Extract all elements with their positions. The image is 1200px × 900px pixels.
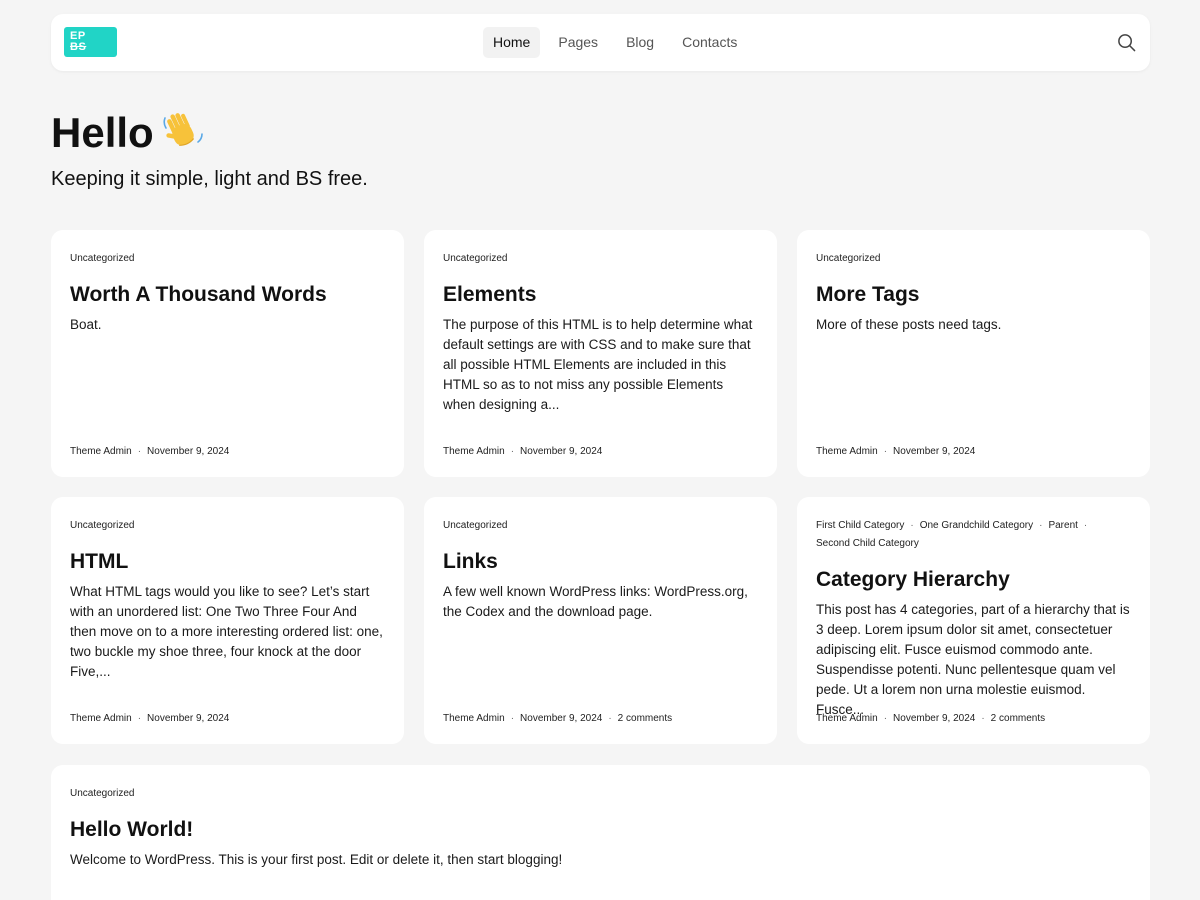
post-title[interactable]: More Tags	[816, 283, 920, 306]
post-meta	[443, 712, 672, 726]
meta-separator: ·	[510, 446, 515, 457]
post-title[interactable]: Category Hierarchy	[816, 568, 1010, 591]
post-date[interactable]: November 9, 2024	[147, 446, 230, 457]
post-categories	[443, 517, 758, 535]
post-categories	[70, 250, 385, 268]
post-excerpt: More of these posts need tags.	[816, 317, 1002, 332]
post-author[interactable]: Theme Admin	[70, 446, 132, 457]
post-excerpt: Welcome to WordPress. This is your first post. Edit or delete it, then start blogging!	[70, 852, 563, 867]
post-meta	[70, 445, 229, 459]
nav-contacts[interactable]: Contacts	[682, 34, 738, 50]
post-categories	[70, 517, 385, 535]
post-author[interactable]: Theme Admin	[70, 713, 132, 724]
post-card	[797, 497, 1150, 744]
meta-separator: ·	[137, 446, 142, 457]
category-link[interactable]: Uncategorized	[70, 253, 135, 264]
site-logo[interactable]	[64, 27, 117, 57]
meta-separator: ·	[910, 520, 914, 531]
meta-separator: ·	[510, 713, 515, 724]
site-header	[51, 14, 1150, 71]
category-link[interactable]: Second Child Category	[816, 538, 919, 549]
post-date[interactable]: November 9, 2024	[893, 713, 976, 724]
post-title[interactable]: HTML	[70, 550, 129, 573]
meta-separator: ·	[1039, 520, 1043, 531]
post-title[interactable]: Worth A Thousand Words	[70, 283, 327, 306]
category-link[interactable]: Uncategorized	[443, 253, 508, 264]
post-date[interactable]: November 9, 2024	[520, 713, 603, 724]
post-categories	[443, 250, 758, 268]
post-meta	[443, 445, 602, 459]
post-author[interactable]: Theme Admin	[443, 446, 505, 457]
main-nav	[483, 27, 747, 58]
search-icon[interactable]	[1117, 33, 1136, 52]
meta-separator: ·	[981, 713, 985, 724]
post-date[interactable]: November 9, 2024	[147, 713, 230, 724]
meta-separator: ·	[883, 713, 888, 724]
page-subtitle: Keeping it simple, light and BS free.	[51, 168, 368, 190]
post-card	[424, 497, 777, 744]
meta-separator: ·	[1083, 520, 1088, 531]
post-categories	[70, 785, 1131, 803]
post-categories	[816, 517, 1131, 553]
meta-separator: ·	[883, 446, 888, 457]
post-excerpt: The purpose of this HTML is to help determine what default settings are with CSS and to make sure that all possible HTML Elements are included in this HTML so as to not miss any possible Elements when designing a...	[443, 317, 753, 412]
category-link[interactable]: Uncategorized	[816, 253, 881, 264]
post-date[interactable]: November 9, 2024	[520, 446, 603, 457]
post-excerpt: A few well known WordPress links: WordPress.org, the Codex and the download page.	[443, 584, 748, 619]
page-title: Hello	[51, 109, 154, 156]
post-card	[51, 497, 404, 744]
post-comments[interactable]: 2 comments	[990, 713, 1046, 724]
category-link[interactable]: First Child Category	[816, 520, 905, 531]
post-meta	[816, 712, 1045, 726]
nav-blog[interactable]: Blog	[626, 34, 655, 50]
meta-separator: ·	[608, 713, 612, 724]
category-link[interactable]: One Grandchild Category	[919, 520, 1034, 531]
post-excerpt: What HTML tags would you like to see? Let’s start with an unordered list: One Two Three Four And then move on to a more interesting ordered list: one, two buckle my shoe three, four knock at the door Five,...	[70, 584, 383, 679]
category-link[interactable]: Parent	[1048, 520, 1078, 531]
logo-text-bottom: BS	[70, 41, 87, 53]
post-author[interactable]: Theme Admin	[816, 713, 878, 724]
post-author[interactable]: Theme Admin	[443, 713, 505, 724]
post-card	[51, 765, 1150, 900]
post-card	[51, 230, 404, 477]
nav-pages[interactable]: Pages	[558, 34, 599, 50]
post-meta	[816, 445, 975, 459]
post-date[interactable]: November 9, 2024	[893, 446, 976, 457]
logo-text-top: EP	[70, 30, 86, 42]
post-title[interactable]: Elements	[443, 283, 537, 306]
post-title[interactable]: Links	[443, 550, 498, 573]
post-comments[interactable]: 2 comments	[617, 713, 673, 724]
post-title[interactable]: Hello World!	[70, 818, 194, 841]
category-link[interactable]: Uncategorized	[443, 520, 508, 531]
category-link[interactable]: Uncategorized	[70, 788, 135, 799]
post-meta	[70, 712, 229, 726]
post-excerpt: Boat.	[70, 317, 102, 332]
nav-home[interactable]: Home	[483, 27, 540, 58]
post-card	[424, 230, 777, 477]
meta-separator: ·	[137, 713, 142, 724]
post-categories	[816, 250, 1131, 268]
category-link[interactable]: Uncategorized	[70, 520, 135, 531]
waving-hand-icon	[162, 108, 206, 152]
post-author[interactable]: Theme Admin	[816, 446, 878, 457]
post-card	[797, 230, 1150, 477]
post-excerpt: This post has 4 categories, part of a hierarchy that is 3 deep. Lorem ipsum dolor sit amet, consectetuer adipiscing elit. Fusce euismod commodo ante. Suspendisse potenti. Nunc pellentesque quam vel pede. Ut a lorem non urna molestie euismod. Fusce...	[816, 602, 1130, 717]
